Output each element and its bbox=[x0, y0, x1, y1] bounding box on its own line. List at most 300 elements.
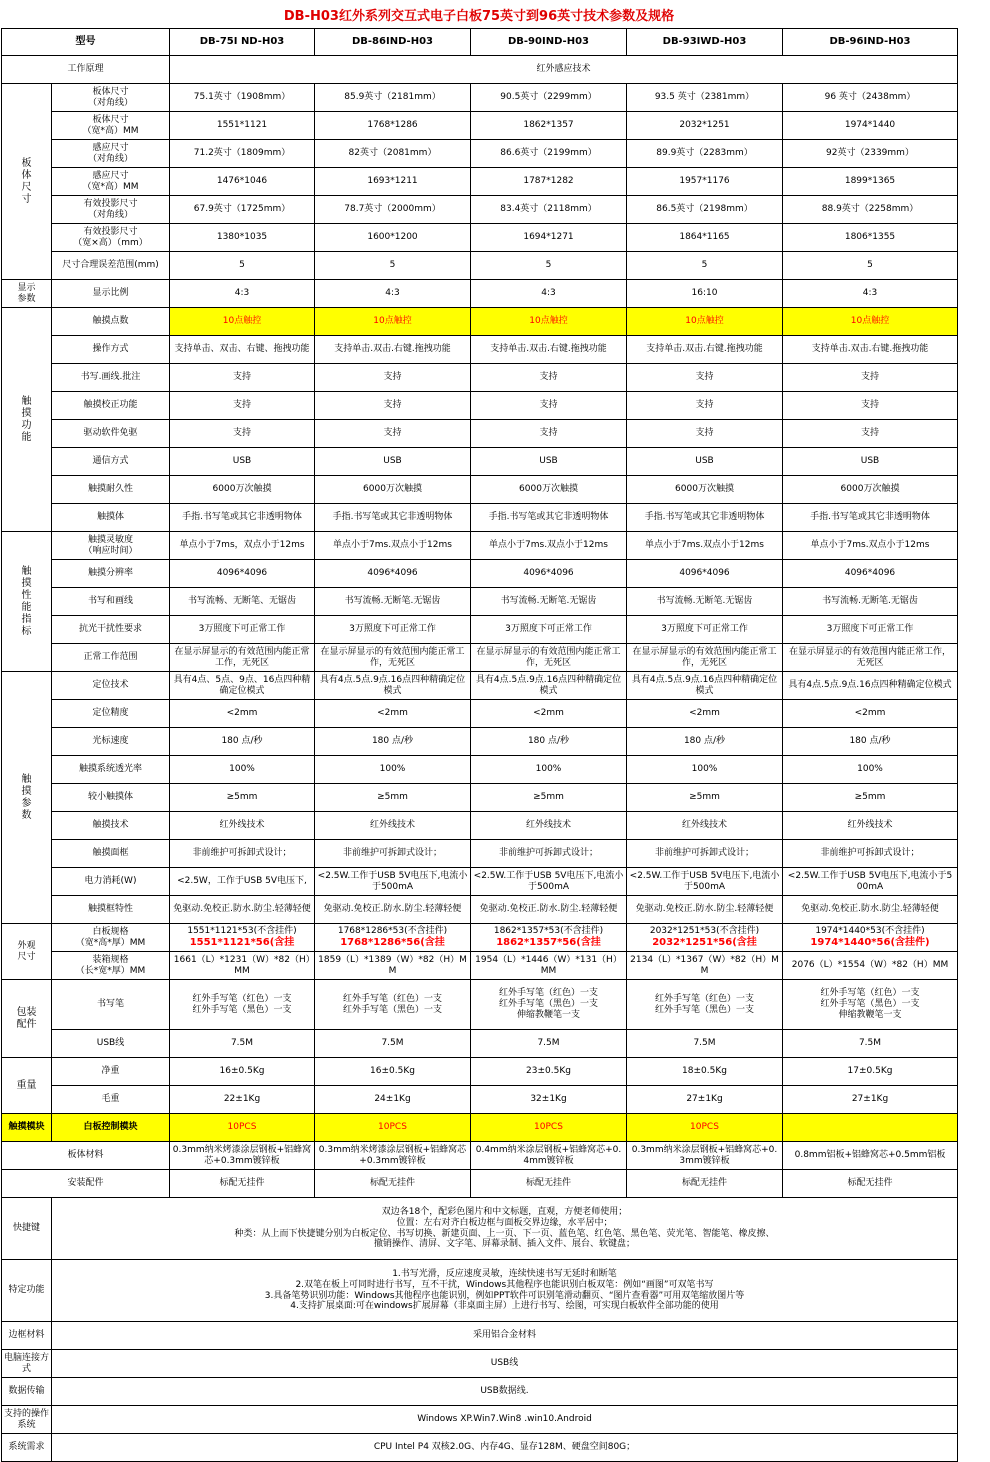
row-label: 有效投影尺寸 （宽×高）（mm） bbox=[52, 224, 170, 252]
value-cell: 1864*1165 bbox=[627, 224, 783, 252]
group-label: 显示 参数 bbox=[2, 280, 52, 308]
spec-row bbox=[2, 616, 958, 644]
value-cell: 3万照度下可正常工作 bbox=[170, 616, 315, 644]
value-cell: 支持 bbox=[627, 364, 783, 392]
row-value: USB数据线. bbox=[52, 1378, 958, 1406]
value-cell bbox=[471, 924, 627, 952]
spec-row bbox=[2, 784, 958, 812]
value-cell: 在显示屏显示的有效范围内能正常工作，无死区 bbox=[170, 644, 315, 672]
value-cell: ≥5mm bbox=[783, 784, 958, 812]
value-cell: 7.5M bbox=[315, 1030, 471, 1058]
bottom-row bbox=[2, 1406, 958, 1434]
value-cell: ≥5mm bbox=[471, 784, 627, 812]
value-cell: 4:3 bbox=[783, 280, 958, 308]
spec-row bbox=[2, 392, 958, 420]
value-cell: 单点小于7ms.双点小于12ms bbox=[315, 532, 471, 560]
row-label: 感应尺寸 （对角线） bbox=[52, 140, 170, 168]
value-cell: 78.7英寸（2000mm） bbox=[315, 196, 471, 224]
value-cell: 5 bbox=[471, 252, 627, 280]
value-cell: 1787*1282 bbox=[471, 168, 627, 196]
value-cell: 红外手写笔（红色）一支 红外手写笔（黑色）一支 bbox=[170, 980, 315, 1030]
value-cell: 10点触控 bbox=[783, 308, 958, 336]
value-cell: 1694*1271 bbox=[471, 224, 627, 252]
text-line: 种类：从上而下快捷键分别为白板定位、书写切换、新建页面、上一页、下一页、蓝色笔、红色笔、黑色笔、荧光笔、智能笔、橡皮擦、 bbox=[234, 1228, 775, 1239]
value-cell: 支持 bbox=[170, 364, 315, 392]
value-cell: 32±1Kg bbox=[471, 1086, 627, 1114]
row-label: 边框材料 bbox=[2, 1322, 52, 1350]
value-cell: 非前维护可拆卸式设计； bbox=[471, 840, 627, 868]
row-label: 白板控制模块 bbox=[52, 1114, 170, 1142]
value-cell: 标配无挂件 bbox=[627, 1170, 783, 1198]
row-label: 数据传输 bbox=[2, 1378, 52, 1406]
row-label: 板体尺寸 （宽*高）MM bbox=[52, 112, 170, 140]
value-cell: <2.5W.工作于USB 5V电压下,电流小于500mA bbox=[315, 868, 471, 896]
usb-row bbox=[2, 1030, 958, 1058]
value-cell: 86.5英寸（2198mm） bbox=[627, 196, 783, 224]
value-cell: 红外线技术 bbox=[783, 812, 958, 840]
value-cell: <2mm bbox=[170, 700, 315, 728]
display-row bbox=[2, 280, 958, 308]
value-cell: 16±0.5Kg bbox=[315, 1058, 471, 1086]
row-label: 触摸框特性 bbox=[52, 896, 170, 924]
row-label: 感应尺寸 （宽*高）MM bbox=[52, 168, 170, 196]
value-cell: 4:3 bbox=[471, 280, 627, 308]
model-name: DB-90IND-H03 bbox=[471, 29, 627, 56]
value-cell: <2mm bbox=[315, 700, 471, 728]
value-text: 1862*1357*53(不含挂件) bbox=[493, 926, 604, 937]
text-line: 4.支持扩展桌面:可在windows扩展屏幕（非桌面主屏）上进行书写、绘图，可实现白板软件全部功能的使用 bbox=[290, 1301, 719, 1312]
value-cell: 1899*1365 bbox=[783, 168, 958, 196]
value-cell: 10PCS bbox=[627, 1114, 783, 1142]
shortcut-text bbox=[52, 1198, 958, 1260]
row-value: CPU Intel P4 双核2.0G、内存4G、显存128M、硬盘空间80G； bbox=[52, 1434, 958, 1462]
bottom-row bbox=[2, 1350, 958, 1378]
value-cell: 67.9英寸（1725mm） bbox=[170, 196, 315, 224]
row-value: Windows XP.Win7.Win8 .win10.Android bbox=[52, 1406, 958, 1434]
value-cell: 5 bbox=[170, 252, 315, 280]
bottom-row bbox=[2, 1434, 958, 1462]
value-text: 1859（L）*1389（W）*82（H）MM bbox=[318, 954, 467, 976]
value-cell: 86.6英寸（2199mm） bbox=[471, 140, 627, 168]
value-text-highlight: 1768*1286*56(含挂 bbox=[340, 936, 445, 948]
value-cell: 180 点/秒 bbox=[471, 728, 627, 756]
value-cell: 100% bbox=[783, 756, 958, 784]
value-text-highlight: 2032*1251*56(含挂 bbox=[652, 936, 757, 948]
value-cell: USB bbox=[783, 448, 958, 476]
value-cell: 4096*4096 bbox=[783, 560, 958, 588]
value-cell: 免驱动.免校正.防水.防尘.轻薄轻便 bbox=[783, 896, 958, 924]
value-cell: 红外线技术 bbox=[315, 812, 471, 840]
module-row bbox=[2, 1114, 958, 1142]
row-label: 书写.画线.批注 bbox=[52, 364, 170, 392]
spec-row bbox=[2, 308, 958, 336]
value-cell: 书写流畅.无断笔.无锯齿 bbox=[627, 588, 783, 616]
value-cell: 红外线技术 bbox=[170, 812, 315, 840]
value-cell: 5 bbox=[627, 252, 783, 280]
row-label: 净重 bbox=[52, 1058, 170, 1086]
spec-row bbox=[2, 756, 958, 784]
value-cell: 100% bbox=[315, 756, 471, 784]
value-cell: 支持 bbox=[783, 364, 958, 392]
value-cell: 免驱动.免校正.防水.防尘.轻薄轻便 bbox=[471, 896, 627, 924]
value-cell: 27±1Kg bbox=[627, 1086, 783, 1114]
group-label: 触 摸 参 数 bbox=[2, 672, 52, 924]
value-cell: 4096*4096 bbox=[170, 560, 315, 588]
value-cell: 支持 bbox=[170, 420, 315, 448]
value-cell: <2.5W.工作于USB 5V电压下,电流小于500mA bbox=[471, 868, 627, 896]
value-cell: 具有4点.5点.9点.16点四种精确定位模式 bbox=[627, 672, 783, 700]
row-label: 触摸技术 bbox=[52, 812, 170, 840]
value-cell bbox=[471, 952, 627, 980]
spec-table bbox=[1, 28, 958, 1462]
special-row bbox=[2, 1260, 958, 1322]
value-cell bbox=[315, 924, 471, 952]
value-cell: 3万照度下可正常工作 bbox=[315, 616, 471, 644]
value-cell bbox=[783, 1114, 958, 1142]
value-cell: 7.5M bbox=[170, 1030, 315, 1058]
model-label: 型号 bbox=[2, 29, 170, 56]
value-cell: ≥5mm bbox=[170, 784, 315, 812]
value-cell: 红外线技术 bbox=[627, 812, 783, 840]
value-cell: 非前维护可拆卸式设计； bbox=[315, 840, 471, 868]
value-cell: 标配无挂件 bbox=[471, 1170, 627, 1198]
value-cell: 16:10 bbox=[627, 280, 783, 308]
row-label: 触摸校正功能 bbox=[52, 392, 170, 420]
value-text: 2032*1251*53(不含挂件) bbox=[649, 926, 760, 937]
value-cell: 支持 bbox=[315, 392, 471, 420]
value-cell: 书写流畅.无断笔.无锯齿 bbox=[315, 588, 471, 616]
bottom-row bbox=[2, 1322, 958, 1350]
value-cell: <2mm bbox=[471, 700, 627, 728]
value-cell: 红外手写笔（红色）一支 红外手写笔（黑色）一支 bbox=[627, 980, 783, 1030]
value-cell bbox=[627, 952, 783, 980]
value-cell: 5 bbox=[783, 252, 958, 280]
value-cell: 27±1Kg bbox=[783, 1086, 958, 1114]
value-cell: <2mm bbox=[783, 700, 958, 728]
value-cell: 手指.书写笔或其它非透明物体 bbox=[315, 504, 471, 532]
row-label: 触摸面框 bbox=[52, 840, 170, 868]
model-name: DB-96IND-H03 bbox=[783, 29, 958, 56]
value-cell: 书写流畅.无断笔.无锯齿 bbox=[783, 588, 958, 616]
value-cell: 100% bbox=[627, 756, 783, 784]
value-cell: 书写流畅.无断笔.无锯齿 bbox=[471, 588, 627, 616]
spec-row bbox=[2, 364, 958, 392]
value-text: 1551*1121*53(不含挂件) bbox=[187, 926, 297, 937]
shortcut-row bbox=[2, 1198, 958, 1260]
value-cell: 23±0.5Kg bbox=[471, 1058, 627, 1086]
row-label: 抗光干扰性要求 bbox=[52, 616, 170, 644]
value-cell bbox=[783, 952, 958, 980]
install-row bbox=[2, 1170, 958, 1198]
value-text: 1768*1286*53(不含挂件) bbox=[337, 926, 448, 937]
group-label: 触 摸 功 能 bbox=[2, 308, 52, 532]
spec-row bbox=[2, 476, 958, 504]
text-line: 撤销操作、清屏、文字笔、屏幕录制、插入文件、展台、软键盘； bbox=[373, 1239, 635, 1250]
spec-row bbox=[2, 252, 958, 280]
value-cell: 88.9英寸（2258mm） bbox=[783, 196, 958, 224]
row-label: 板体尺寸 （对角线） bbox=[52, 84, 170, 112]
value-cell bbox=[627, 924, 783, 952]
row-label: 触摸体 bbox=[52, 504, 170, 532]
row-label: 触摸耐久性 bbox=[52, 476, 170, 504]
value-cell: 1806*1355 bbox=[783, 224, 958, 252]
material-row bbox=[2, 1142, 958, 1170]
value-cell: <2mm bbox=[627, 700, 783, 728]
spec-row bbox=[2, 84, 958, 112]
value-cell: 支持 bbox=[471, 420, 627, 448]
row-label: 较小触摸体 bbox=[52, 784, 170, 812]
header-row bbox=[2, 29, 958, 56]
value-cell: 支持单击.双击.右键.拖拽功能 bbox=[627, 336, 783, 364]
spec-row bbox=[2, 112, 958, 140]
value-text: 1974*1440*53(不含挂件) bbox=[815, 926, 925, 937]
text-line: 1.书写光滑，反应速度灵敏，连续快速书写无延时和断笔 bbox=[392, 1268, 617, 1279]
value-cell: 1974*1440 bbox=[783, 112, 958, 140]
value-cell: 16±0.5Kg bbox=[170, 1058, 315, 1086]
row-label: 电脑连接方式 bbox=[2, 1350, 52, 1378]
spec-row bbox=[2, 336, 958, 364]
row-label: 板体材料 bbox=[2, 1142, 170, 1170]
value-cell: 在显示屏显示的有效范围内能正常工作，无死区 bbox=[315, 644, 471, 672]
group-label: 触摸模块 bbox=[2, 1114, 52, 1142]
value-cell: 非前维护可拆卸式设计； bbox=[170, 840, 315, 868]
value-cell: 单点小于7ms.双点小于12ms bbox=[471, 532, 627, 560]
row-label: 触摸点数 bbox=[52, 308, 170, 336]
value-cell: 180 点/秒 bbox=[627, 728, 783, 756]
spec-row bbox=[2, 504, 958, 532]
value-cell: 4:3 bbox=[170, 280, 315, 308]
value-cell: 在显示屏显示的有效范围内能正常工作，无死区 bbox=[627, 644, 783, 672]
value-cell: 标配无挂件 bbox=[783, 1170, 958, 1198]
value-cell: 3万照度下可正常工作 bbox=[471, 616, 627, 644]
value-cell: 10点触控 bbox=[315, 308, 471, 336]
group-label: 触 摸 性 能 指 标 bbox=[2, 532, 52, 672]
value-cell: 支持 bbox=[783, 420, 958, 448]
text-line: 2.双笔在板上可同时进行书写，互不干扰，Windows其他程序也能识别白板双笔：例如“画图”可双笔书写 bbox=[295, 1279, 714, 1290]
value-cell: <2.5W，工作于USB 5V电压下, bbox=[170, 868, 315, 896]
row-label: 定位精度 bbox=[52, 700, 170, 728]
group-label: 包装 配件 bbox=[2, 980, 52, 1058]
value-cell: 单点小于7ms.双点小于12ms bbox=[783, 532, 958, 560]
value-cell: 非前维护可拆卸式设计； bbox=[627, 840, 783, 868]
value-text-highlight: 1862*1357*56(含挂 bbox=[496, 936, 601, 948]
row-label: 支持的操作系统 bbox=[2, 1406, 52, 1434]
spec-row bbox=[2, 168, 958, 196]
value-cell: 17±0.5Kg bbox=[783, 1058, 958, 1086]
value-cell: 2032*1251 bbox=[627, 112, 783, 140]
row-label: 毛重 bbox=[52, 1086, 170, 1114]
row-label: 装箱规格 （长*宽*厚）MM bbox=[52, 952, 170, 980]
row-label: 有效投影尺寸 （对角线） bbox=[52, 196, 170, 224]
value-cell: 4096*4096 bbox=[315, 560, 471, 588]
value-cell: 10点触控 bbox=[170, 308, 315, 336]
row-label: USB线 bbox=[52, 1030, 170, 1058]
group-label: 外观 尺寸 bbox=[2, 924, 52, 980]
value-cell: 红外手写笔（红色）一支 红外手写笔（黑色）一支 bbox=[315, 980, 471, 1030]
value-cell: 22±1Kg bbox=[170, 1086, 315, 1114]
spec-row bbox=[2, 140, 958, 168]
value-cell: 单点小于7ms，双点小于12ms bbox=[170, 532, 315, 560]
text-line: 3.具备笔势识别功能：Windows其他程序也能识别，例如PPT软件可识别笔滑动翻页、“图片查看器”可用双笔缩放图片等 bbox=[264, 1290, 745, 1301]
appearance-row bbox=[2, 924, 958, 952]
value-cell: 10PCS bbox=[170, 1114, 315, 1142]
spec-row bbox=[2, 728, 958, 756]
row-label: 驱动软件免驱 bbox=[52, 420, 170, 448]
value-cell: 4096*4096 bbox=[627, 560, 783, 588]
value-cell: 4096*4096 bbox=[471, 560, 627, 588]
value-cell: 1693*1211 bbox=[315, 168, 471, 196]
value-cell: 71.2英寸（1809mm） bbox=[170, 140, 315, 168]
value-cell: 具有4点、5点、9点、16点四种精确定位模式 bbox=[170, 672, 315, 700]
row-label: 触摸系统透光率 bbox=[52, 756, 170, 784]
value-cell: 18±0.5Kg bbox=[627, 1058, 783, 1086]
value-cell bbox=[170, 924, 315, 952]
special-text bbox=[52, 1260, 958, 1322]
value-cell bbox=[783, 924, 958, 952]
weight-row bbox=[2, 1058, 958, 1086]
value-cell: 180 点/秒 bbox=[315, 728, 471, 756]
row-label: 安装配件 bbox=[2, 1170, 170, 1198]
value-cell: 1957*1176 bbox=[627, 168, 783, 196]
value-cell: USB bbox=[170, 448, 315, 476]
row-label: 系统需求 bbox=[2, 1434, 52, 1462]
value-cell: 支持单击.双击.右键.拖拽功能 bbox=[783, 336, 958, 364]
principle-row bbox=[2, 56, 958, 84]
spec-row bbox=[2, 896, 958, 924]
value-cell: 0.3mm纳米烤漆涂层钢板+铝蜂窝芯+0.3mm镀锌板 bbox=[170, 1142, 315, 1170]
value-cell: 1768*1286 bbox=[315, 112, 471, 140]
value-cell: 92英寸（2339mm） bbox=[783, 140, 958, 168]
value-cell: 180 点/秒 bbox=[783, 728, 958, 756]
value-cell: 75.1英寸（1908mm） bbox=[170, 84, 315, 112]
value-cell: 1476*1046 bbox=[170, 168, 315, 196]
value-cell: 支持 bbox=[783, 392, 958, 420]
spec-row bbox=[2, 560, 958, 588]
row-label: 操作方式 bbox=[52, 336, 170, 364]
value-cell: 10点触控 bbox=[471, 308, 627, 336]
value-cell: 标配无挂件 bbox=[170, 1170, 315, 1198]
spec-row bbox=[2, 196, 958, 224]
row-label: 显示比例 bbox=[52, 280, 170, 308]
value-cell: 支持 bbox=[627, 420, 783, 448]
value-cell: 1380*1035 bbox=[170, 224, 315, 252]
value-cell: 100% bbox=[471, 756, 627, 784]
spec-row bbox=[2, 588, 958, 616]
value-cell: 具有4点.5点.9点.16点四种精确定位模式 bbox=[471, 672, 627, 700]
value-text-highlight: 1551*1121*56(含挂 bbox=[189, 936, 295, 948]
value-cell: 24±1Kg bbox=[315, 1086, 471, 1114]
spec-row bbox=[2, 532, 958, 560]
value-cell: 3万照度下可正常工作 bbox=[627, 616, 783, 644]
value-cell bbox=[170, 952, 315, 980]
value-cell: 标配无挂件 bbox=[315, 1170, 471, 1198]
value-cell: 6000万次触摸 bbox=[471, 476, 627, 504]
value-text: 1661（L）*1231（W）*82（H）MM bbox=[173, 954, 311, 976]
model-name: DB-93IWD-H03 bbox=[627, 29, 783, 56]
value-cell: 支持单击、双击、右键、拖拽功能 bbox=[170, 336, 315, 364]
value-cell: <2.5W.工作于USB 5V电压下,电流小于500mA bbox=[783, 868, 958, 896]
row-label: 光标速度 bbox=[52, 728, 170, 756]
spec-row bbox=[2, 420, 958, 448]
value-cell: 89.9英寸（2283mm） bbox=[627, 140, 783, 168]
value-cell: 单点小于7ms.双点小于12ms bbox=[627, 532, 783, 560]
value-cell: 免驱动.免校正.防水.防尘.轻薄轻便 bbox=[627, 896, 783, 924]
row-label: 尺寸合理误差范围(mm) bbox=[52, 252, 170, 280]
value-cell: 免驱动.免校正.防水.防尘.轻薄轻便 bbox=[170, 896, 315, 924]
value-text: 1954（L）*1446（W）*131（H）MM bbox=[475, 954, 622, 976]
value-cell: 红外手写笔（红色）一支 红外手写笔（黑色）一支 伸缩教鞭笔一支 bbox=[471, 980, 627, 1030]
value-cell: 书写流畅、无断笔、无锯齿 bbox=[170, 588, 315, 616]
value-cell: 83.4英寸（2118mm） bbox=[471, 196, 627, 224]
value-cell: 180 点/秒 bbox=[170, 728, 315, 756]
principle-value: 红外感应技术 bbox=[170, 56, 958, 84]
value-cell: 100% bbox=[170, 756, 315, 784]
group-label: 板 体 尺 寸 bbox=[2, 84, 52, 280]
value-cell: 4:3 bbox=[315, 280, 471, 308]
value-cell: 手指.书写笔或其它非透明物体 bbox=[471, 504, 627, 532]
row-label: 正常工作范围 bbox=[52, 644, 170, 672]
value-cell: 在显示屏显示的有效范围内能正常工作，无死区 bbox=[471, 644, 627, 672]
value-cell: 85.9英寸（2181mm） bbox=[315, 84, 471, 112]
row-label: 触摸分辨率 bbox=[52, 560, 170, 588]
row-label: 定位技术 bbox=[52, 672, 170, 700]
value-cell: 具有4点.5点.9点.16点四种精确定位模式 bbox=[315, 672, 471, 700]
row-label: 电力消耗(W) bbox=[52, 868, 170, 896]
value-cell: USB bbox=[471, 448, 627, 476]
value-cell: 7.5M bbox=[783, 1030, 958, 1058]
value-text-highlight: 1974*1440*56(含挂件) bbox=[810, 936, 930, 948]
text-line: 双边各18个，配彩色图片和中文标题，直观，方便老师使用； bbox=[381, 1206, 628, 1217]
weight-row bbox=[2, 1086, 958, 1114]
value-cell: 支持单击.双击.右键.拖拽功能 bbox=[471, 336, 627, 364]
spec-row bbox=[2, 644, 958, 672]
value-cell: 5 bbox=[315, 252, 471, 280]
value-cell: 96 英寸（2438mm） bbox=[783, 84, 958, 112]
value-cell: USB bbox=[627, 448, 783, 476]
value-text: 2076（L）*1554（W）*82（H）MM bbox=[791, 960, 949, 971]
row-value: USB线 bbox=[52, 1350, 958, 1378]
row-label: 白板规格 （宽*高*厚）MM bbox=[52, 924, 170, 952]
value-cell: 6000万次触摸 bbox=[783, 476, 958, 504]
row-label: 通信方式 bbox=[52, 448, 170, 476]
value-cell: 支持 bbox=[170, 392, 315, 420]
value-cell: 7.5M bbox=[471, 1030, 627, 1058]
value-cell: 90.5英寸（2299mm） bbox=[471, 84, 627, 112]
appearance-row bbox=[2, 952, 958, 980]
value-cell bbox=[315, 952, 471, 980]
value-cell: 0.8mm铝板+铝蜂窝芯+0.5mm铝板 bbox=[783, 1142, 958, 1170]
value-cell: 手指.书写笔或其它非透明物体 bbox=[783, 504, 958, 532]
document-title: DB-H03红外系列交互式电子白板75英寸到96英寸技术参数及规格 bbox=[283, 8, 675, 24]
row-label: 书写笔 bbox=[52, 980, 170, 1030]
model-name: DB-86IND-H03 bbox=[315, 29, 471, 56]
value-cell: 支持 bbox=[471, 364, 627, 392]
spec-row bbox=[2, 448, 958, 476]
value-cell: 支持 bbox=[627, 392, 783, 420]
value-cell: 1862*1357 bbox=[471, 112, 627, 140]
value-cell: 红外手写笔（红色）一支 红外手写笔（黑色）一支 伸缩教鞭笔一支 bbox=[783, 980, 958, 1030]
value-cell: <2.5W.工作于USB 5V电压下,电流小于500mA bbox=[627, 868, 783, 896]
model-name: DB-75I ND-H03 bbox=[170, 29, 315, 56]
value-cell: 0.3mm纳米涂层钢板+铝蜂窝芯+0.3mm镀锌板 bbox=[627, 1142, 783, 1170]
value-cell: 6000万次触摸 bbox=[170, 476, 315, 504]
value-cell: 在显示屏显示的有效范围内能正常工作，无死区 bbox=[783, 644, 958, 672]
spec-row bbox=[2, 868, 958, 896]
group-label: 重量 bbox=[2, 1058, 52, 1114]
spec-row bbox=[2, 224, 958, 252]
value-cell: 支持 bbox=[315, 364, 471, 392]
value-cell: 0.4mm纳米涂层钢板+铝蜂窝芯+0.4mm镀锌板 bbox=[471, 1142, 627, 1170]
